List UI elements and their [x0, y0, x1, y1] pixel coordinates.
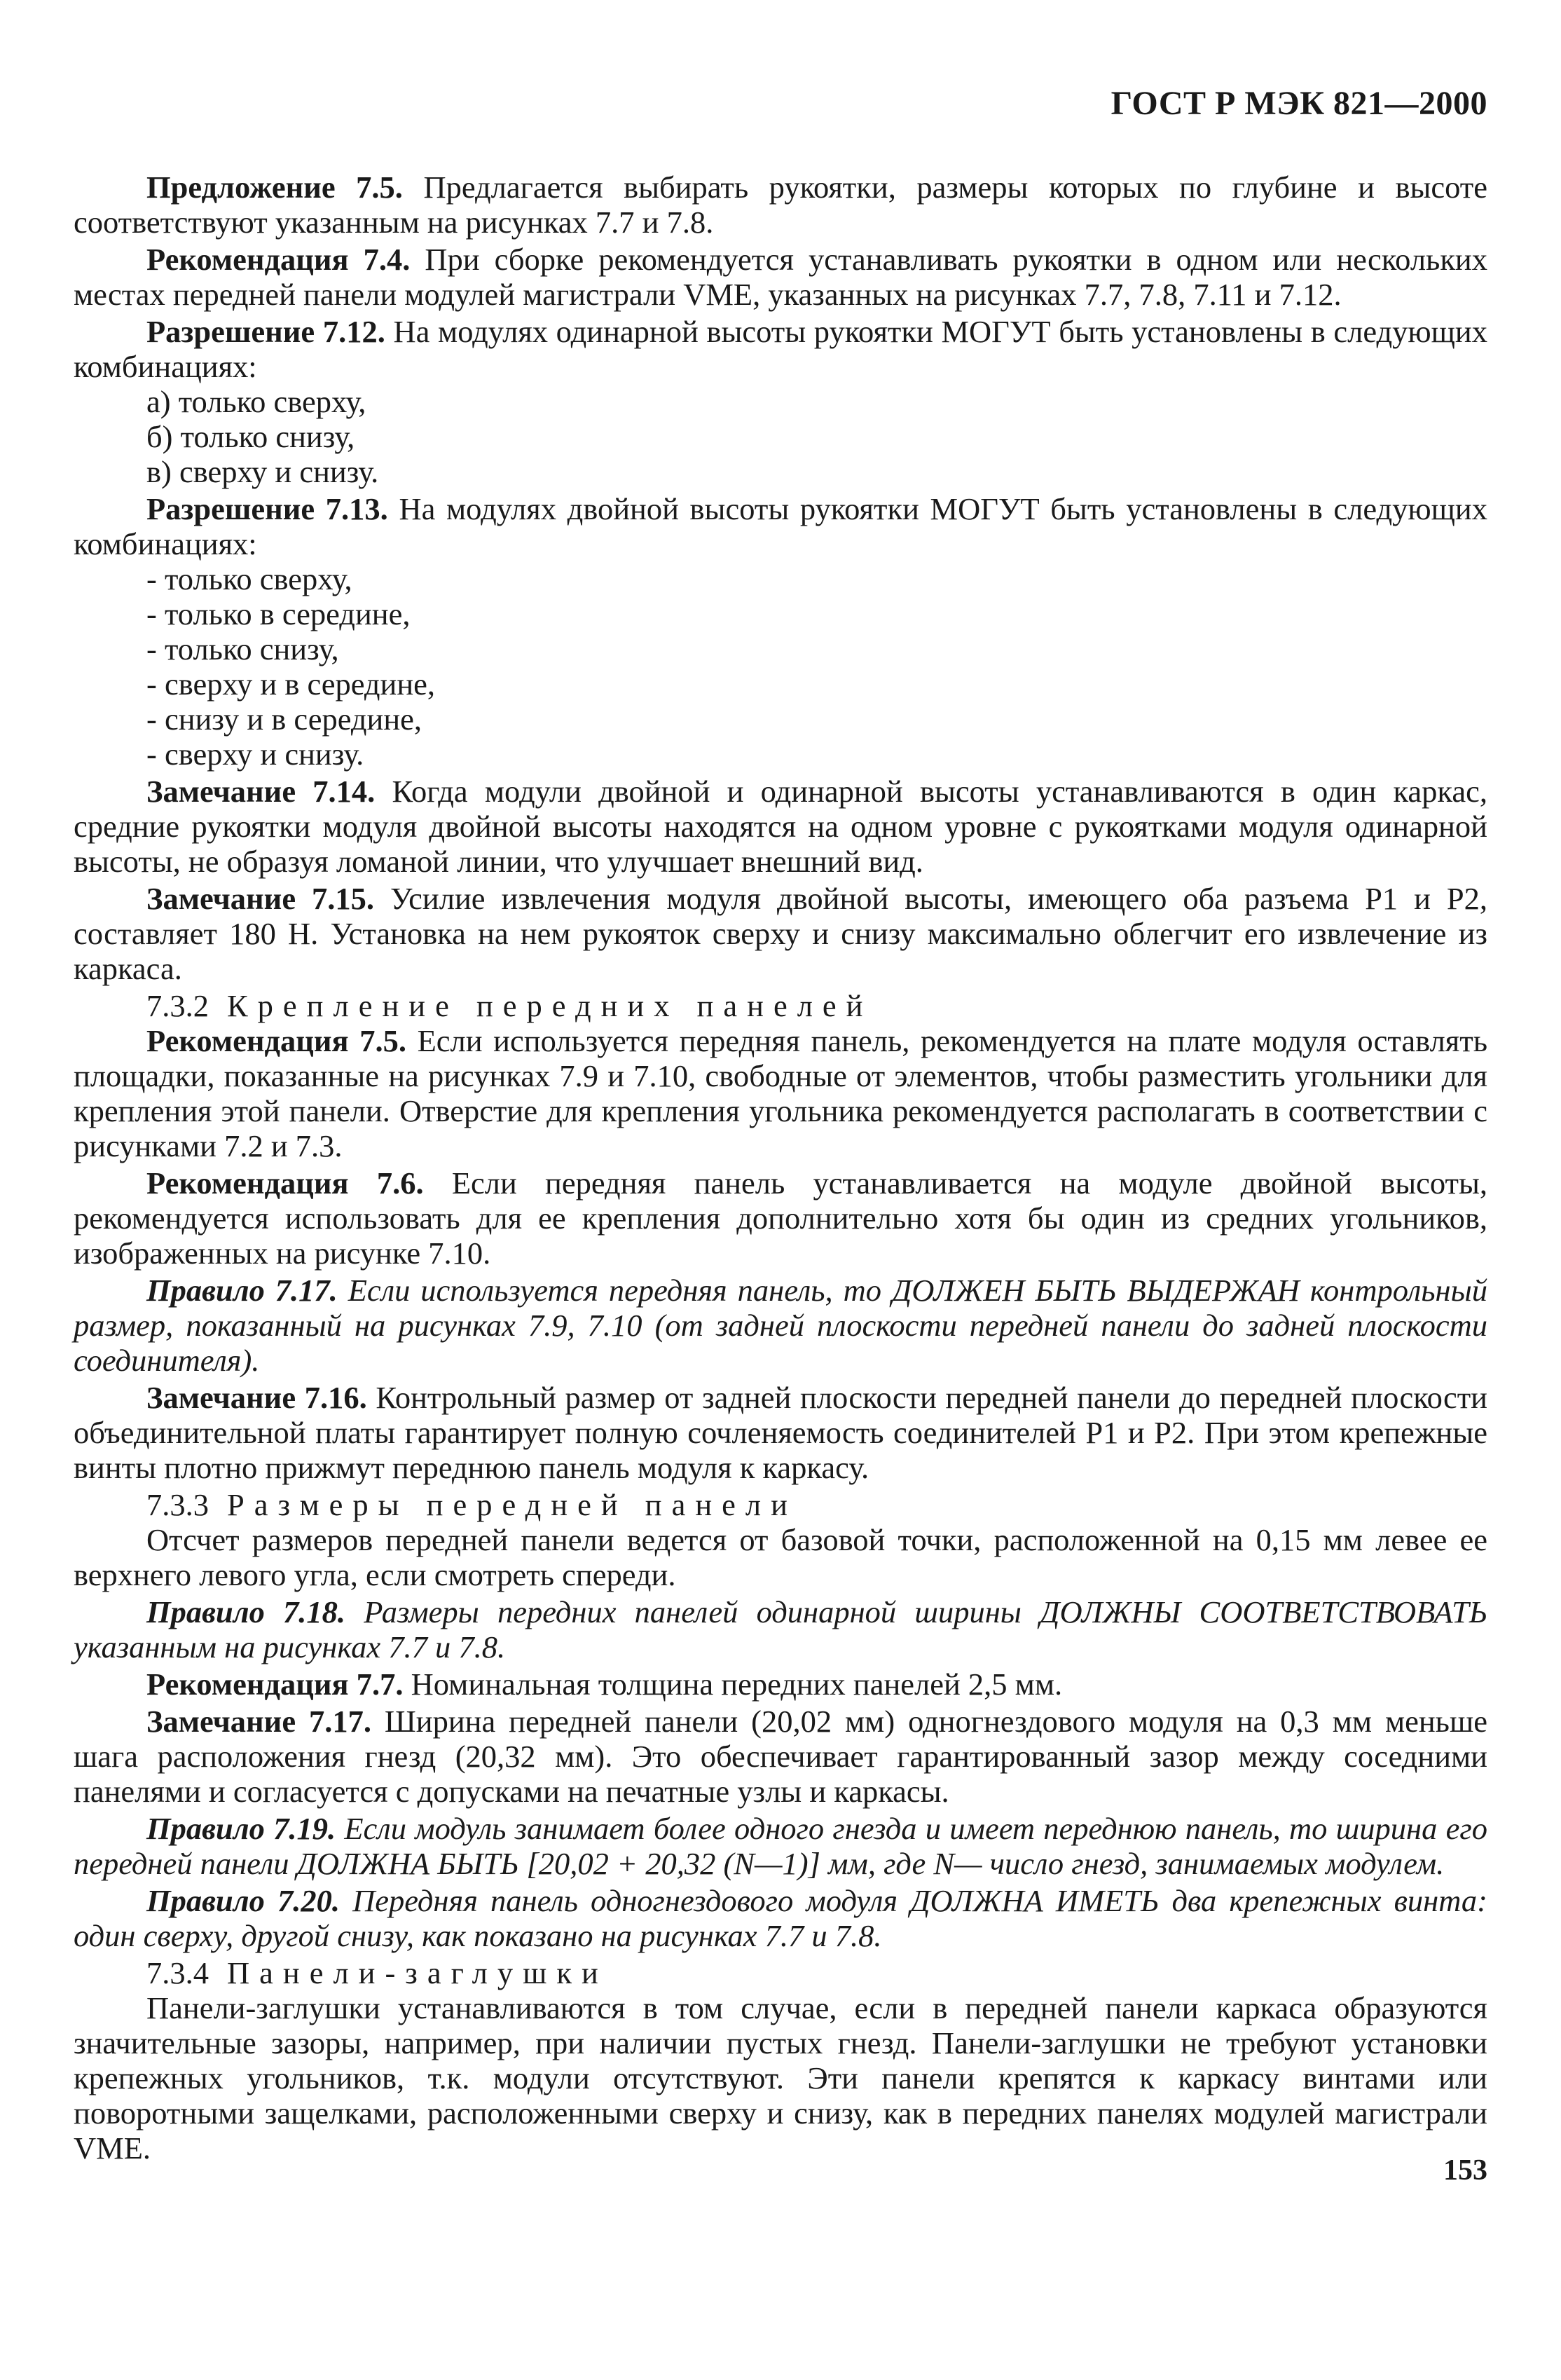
- paragraph-label: Рекомендация 7.4.: [146, 242, 411, 277]
- list-item: - только в середине,: [146, 596, 411, 631]
- paragraph-label: Разрешение 7.13.: [146, 491, 388, 526]
- section-heading-7-3-4: [74, 1955, 1487, 1990]
- document-code: ГОСТ Р МЭК 821—2000: [1110, 85, 1487, 122]
- list-item: - только сверху,: [146, 561, 352, 596]
- paragraph-proposal-7-5: [74, 170, 1487, 240]
- section-number: 7.3.3: [146, 1487, 209, 1522]
- paragraph-rule-7-20: [74, 1883, 1487, 1953]
- paragraph-text: Предлагается выбирать рукоятки, размеры которых по глубине и высоте соответствуют указанным на рисунках 7.7 и 7.8.: [74, 170, 1487, 240]
- paragraph-label: Замечание 7.17.: [146, 1704, 371, 1739]
- list-item: в) сверху и снизу.: [146, 454, 379, 489]
- paragraph-permission-7-13: [74, 491, 1487, 561]
- paragraph-note-7-15: [74, 881, 1487, 986]
- paragraph-rule-7-19: [74, 1811, 1487, 1881]
- paragraph-text: На модулях одинарной высоты рукоятки МОГУТ быть установлены в следующих комбинациях:: [74, 314, 1487, 384]
- paragraph-permission-7-12: [74, 314, 1487, 384]
- paragraph-text: Ширина передней панели (20,02 мм) одногнездового модуля на 0,3 мм меньше шага расположения гнезд (20,32 мм). Это обеспечивает гарантированный зазор между соседними панелями и согласуется с допусками на печатные узлы и каркасы.: [74, 1704, 1487, 1809]
- paragraph-label: Правило 7.18.: [146, 1594, 346, 1629]
- paragraph-label: Разрешение 7.12.: [146, 314, 385, 349]
- list-item: а) только сверху,: [146, 384, 366, 419]
- paragraph-text-block: Панели-заглушки устанавливаются в том случае, если в передней панели каркаса образуются значительные зазоры, например, при наличии пустых гнезд. Панели-заглушки не требуют установки крепежных угольников, т.к. модули отсутствуют. Эти панели крепятся к каркасу винтами или поворотными защелками, расположенными сверху и снизу, как в передних панелях модулей магистрали VME.: [74, 1990, 1487, 2166]
- paragraph-recommendation-7-6: [74, 1165, 1487, 1271]
- section-title: Крепление передних панелей: [227, 988, 873, 1023]
- paragraph-label: Замечание 7.15.: [146, 881, 375, 916]
- list-item: - сверху и в середине,: [146, 666, 436, 702]
- paragraph-label: Замечание 7.16.: [146, 1380, 367, 1415]
- paragraph-label: Рекомендация 7.6.: [146, 1165, 424, 1201]
- list-item: - сверху и снизу.: [146, 737, 364, 772]
- paragraph-label: Правило 7.17.: [146, 1273, 338, 1308]
- section-title: Панели-заглушки: [227, 1955, 608, 1990]
- paragraph-text: Если используется передняя панель, рекомендуется на плате модуля оставлять площадки, показанные на рисунках 7.9 и 7.10, свободные от элементов, чтобы разместить угольники для крепления этой панели. Отверстие для крепления угольника рекомендуется располагать в соответствии с рисунками 7.2 и 7.3.: [74, 1023, 1488, 1163]
- paragraph-text: Если передняя панель устанавливается на модуле двойной высоты, рекомендуется использовать для ее крепления дополнительно хотя бы один из средних угольников, изображенных на рисунке 7.10.: [74, 1165, 1487, 1271]
- paragraph-text: На модулях двойной высоты рукоятки МОГУТ быть установлены в следующих комбинациях:: [74, 491, 1487, 561]
- paragraph-label: Замечание 7.14.: [146, 774, 376, 809]
- paragraph-text: Размеры передних панелей одинарной ширины ДОЛЖНЫ СООТВЕТСТВОВАТЬ указанным на рисунках 7.7 и 7.8.: [74, 1594, 1487, 1664]
- paragraph-text: Когда модули двойной и одинарной высоты устанавливаются в один каркас, средние рукоятки модуля двойной высоты находятся на одном уровне с рукоятками модуля одинарной высоты, не образуя ломаной линии, что улучшает внешний вид.: [74, 774, 1487, 879]
- paragraph-rule-7-18: [74, 1594, 1487, 1664]
- paragraph-recommendation-7-5: [74, 1023, 1487, 1163]
- section-title: Размеры передней панели: [227, 1487, 797, 1522]
- section-number: 7.3.4: [146, 1955, 209, 1990]
- paragraph-text: При сборке рекомендуется устанавливать рукоятки в одном или нескольких местах передней панели модулей магистрали VME, указанных на рисунках 7.7, 7.8, 7.11 и 7.12.: [74, 242, 1487, 312]
- paragraph-text-block: Отсчет размеров передней панели ведется от базовой точки, расположенной на 0,15 мм левее ее верхнего левого угла, если смотреть спереди.: [74, 1522, 1487, 1592]
- paragraph-label: Рекомендация 7.7.: [146, 1667, 404, 1702]
- paragraph-note-7-17: [74, 1704, 1487, 1809]
- document-body: [74, 170, 1487, 2166]
- paragraph-note-7-14: [74, 774, 1487, 879]
- paragraph-recommendation-7-7: [74, 1667, 1487, 1702]
- section-number: 7.3.2: [146, 988, 209, 1023]
- paragraph-text: Передняя панель одногнездового модуля ДОЛЖНА ИМЕТЬ два крепежных винта: один сверху, другой снизу, как показано на рисунках 7.7 и 7.8.: [74, 1883, 1487, 1953]
- paragraph-text: Если модуль занимает более одного гнезда и имеет переднюю панель, то ширина его передней панели ДОЛЖНА БЫТЬ [20,02 + 20,32 (N—1)] мм, где N— число гнезд, занимаемых модулем.: [74, 1811, 1487, 1881]
- list-item: - только снизу,: [146, 631, 339, 666]
- paragraph-label: Предложение 7.5.: [146, 170, 403, 205]
- paragraph-label: Правило 7.20.: [146, 1883, 340, 1918]
- paragraph-text: Контрольный размер от задней плоскости передней панели до передней плоскости объединительной платы гарантирует полную сочленяемость соединителей Р1 и Р2. При этом крепежные винты плотно прижмут переднюю панель модуля к каркасу.: [74, 1380, 1487, 1485]
- list-item: - снизу и в середине,: [146, 702, 422, 737]
- paragraph-label: Рекомендация 7.5.: [146, 1023, 406, 1058]
- paragraph-text: Номинальная толщина передних панелей 2,5 мм.: [403, 1667, 1063, 1702]
- paragraph-note-7-16: [74, 1380, 1487, 1485]
- section-heading-7-3-2: [74, 988, 1487, 1023]
- list-item: б) только снизу,: [146, 419, 355, 454]
- paragraph-text: Усилие извлечения модуля двойной высоты, имеющего оба разъема Р1 и Р2, составляет 180 Н. Установка на нем рукояток сверху и снизу максимально облегчит его извлечение из каркаса.: [74, 881, 1488, 986]
- section-heading-7-3-3: [74, 1487, 1487, 1522]
- paragraph-label: Правило 7.19.: [146, 1811, 336, 1846]
- paragraph-recommendation-7-4: [74, 242, 1487, 312]
- paragraph-text: Если используется передняя панель, то ДОЛЖЕН БЫТЬ ВЫДЕРЖАН контрольный размер, показанный на рисунках 7.9, 7.10 (от задней плоскости передней панели до задней плоскости соединителя).: [74, 1273, 1487, 1378]
- paragraph-rule-7-17: [74, 1273, 1487, 1378]
- page-number: 153: [1443, 2154, 1487, 2187]
